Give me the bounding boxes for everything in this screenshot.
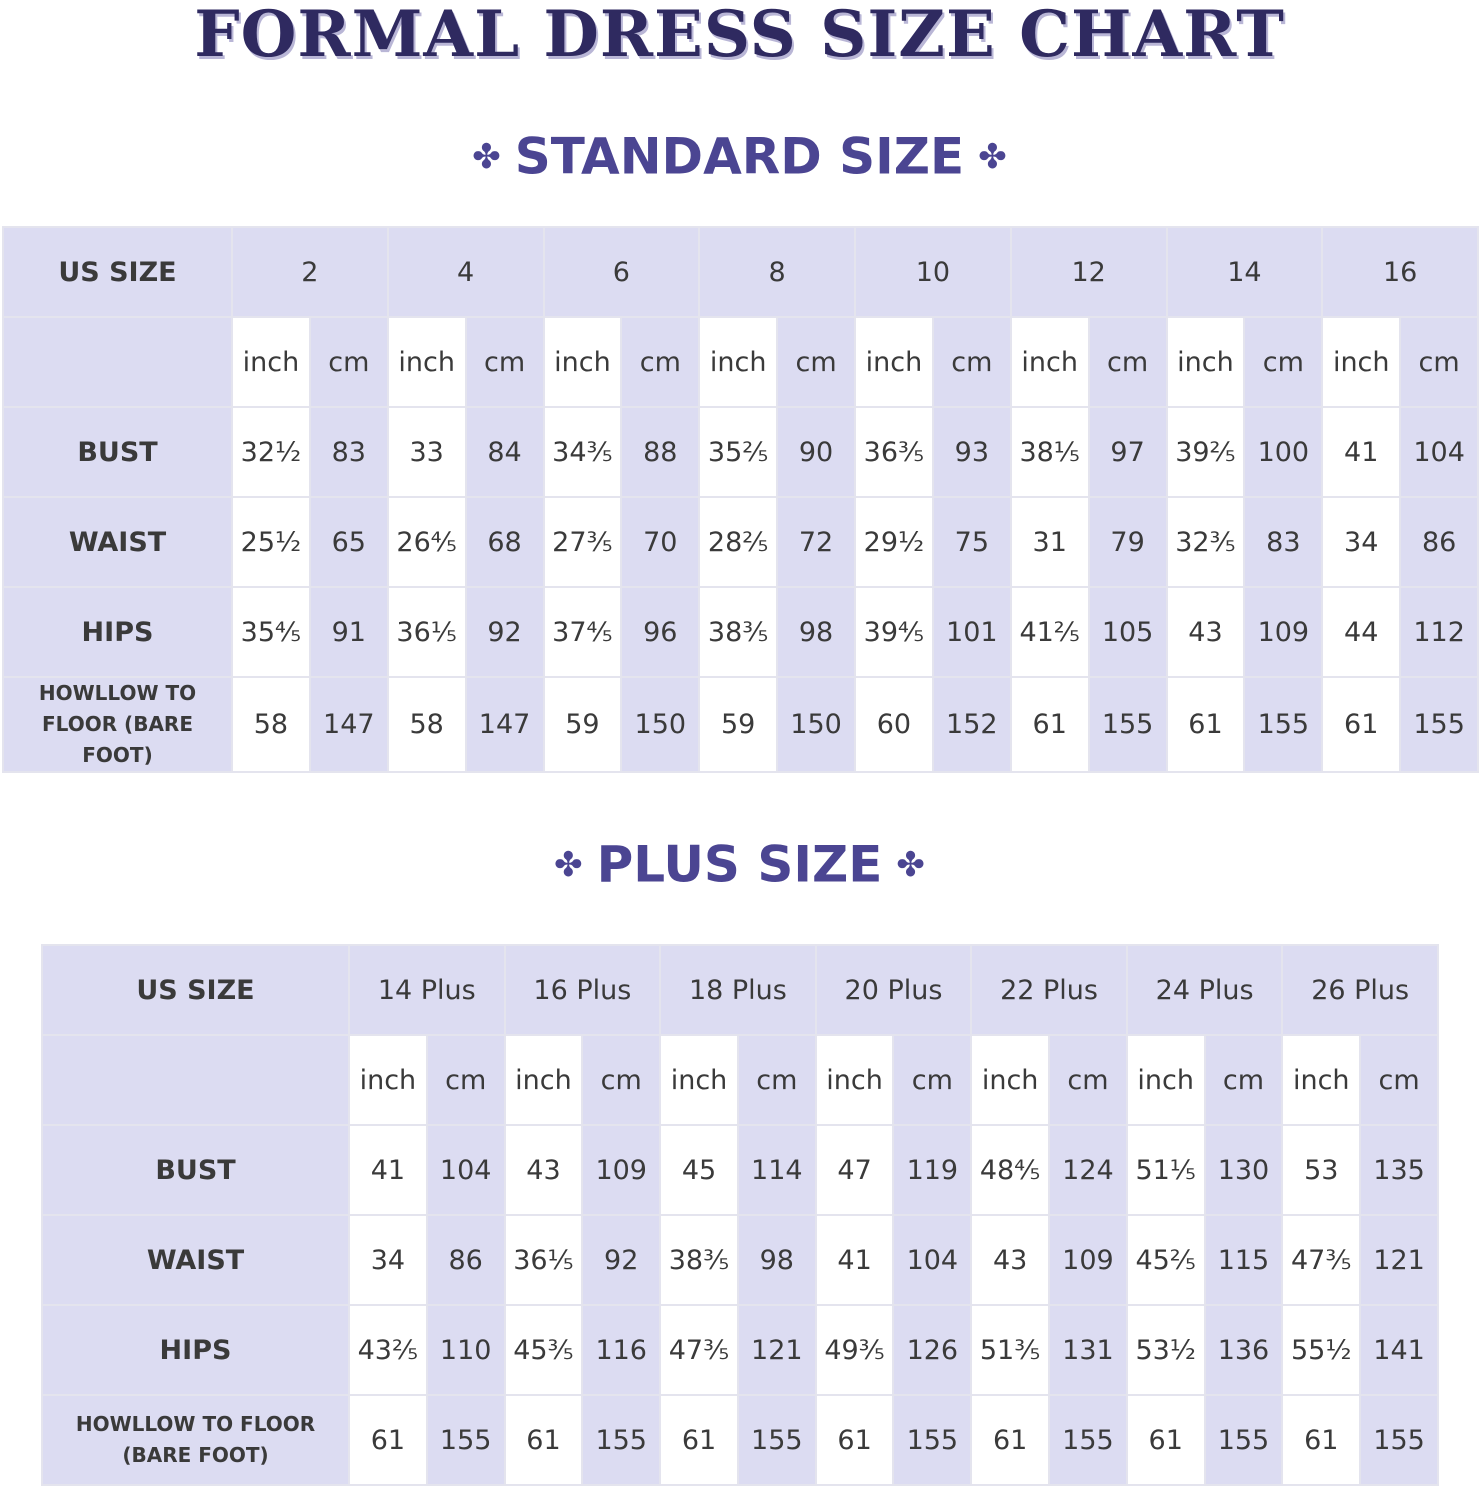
inch-value: 61: [816, 1395, 894, 1485]
unit-header-blank: [42, 1035, 349, 1125]
clover-ornament-icon: ✤: [896, 844, 925, 885]
unit-inch-header: inch: [1282, 1035, 1360, 1125]
inch-value: 33: [388, 407, 466, 497]
inch-value: 43: [505, 1125, 583, 1215]
unit-inch-header: inch: [971, 1035, 1049, 1125]
measurement-label: WAIST: [42, 1215, 349, 1305]
cm-value: 88: [621, 407, 699, 497]
inch-value: 41: [816, 1215, 894, 1305]
inch-value: 39⅖: [1167, 407, 1245, 497]
cm-value: 83: [1244, 497, 1322, 587]
cm-value: 119: [893, 1125, 971, 1215]
unit-cm-header: cm: [933, 317, 1011, 407]
size-header-row: [42, 945, 1438, 1035]
measurement-row-hips: [42, 1305, 1438, 1395]
size-header-1: 16 Plus: [505, 945, 661, 1035]
unit-inch-header: inch: [1011, 317, 1089, 407]
cm-value: 68: [466, 497, 544, 587]
cm-value: 72: [777, 497, 855, 587]
inch-value: 27⅗: [544, 497, 622, 587]
unit-cm-header: cm: [621, 317, 699, 407]
cm-value: 150: [777, 677, 855, 772]
unit-inch-header: inch: [505, 1035, 583, 1125]
inch-value: 38⅗: [660, 1215, 738, 1305]
inch-value: 61: [660, 1395, 738, 1485]
unit-header-row: [42, 1035, 1438, 1125]
unit-header-blank: [3, 317, 232, 407]
page-title: FORMAL DRESS SIZE CHART: [194, 0, 1285, 72]
cm-value: 155: [1089, 677, 1167, 772]
measurement-row-bust: [42, 1125, 1438, 1215]
unit-inch-header: inch: [544, 317, 622, 407]
cm-value: 91: [310, 587, 388, 677]
measurement-label: HOWLLOW TO FLOOR (BARE FOOT): [42, 1395, 349, 1485]
unit-inch-header: inch: [1167, 317, 1245, 407]
unit-cm-header: cm: [1089, 317, 1167, 407]
clover-ornament-icon: ✤: [472, 136, 501, 177]
inch-value: 32½: [232, 407, 310, 497]
inch-value: 38⅗: [699, 587, 777, 677]
cm-value: 121: [1360, 1215, 1438, 1305]
inch-value: 45: [660, 1125, 738, 1215]
size-header-4: 10: [855, 227, 1011, 317]
inch-value: 61: [349, 1395, 427, 1485]
unit-cm-header: cm: [1205, 1035, 1283, 1125]
measurement-row-waist: [42, 1215, 1438, 1305]
inch-value: 47⅗: [1282, 1215, 1360, 1305]
inch-value: 34: [1322, 497, 1400, 587]
inch-value: 34⅗: [544, 407, 622, 497]
inch-value: 58: [388, 677, 466, 772]
inch-value: 49⅗: [816, 1305, 894, 1395]
cm-value: 83: [310, 407, 388, 497]
unit-inch-header: inch: [660, 1035, 738, 1125]
cm-value: 86: [427, 1215, 505, 1305]
cm-value: 109: [1049, 1215, 1127, 1305]
cm-value: 150: [621, 677, 699, 772]
cm-value: 105: [1089, 587, 1167, 677]
cm-value: 109: [1244, 587, 1322, 677]
inch-value: 41⅖: [1011, 587, 1089, 677]
cm-value: 155: [1244, 677, 1322, 772]
inch-value: 35⅖: [699, 407, 777, 497]
inch-value: 43⅖: [349, 1305, 427, 1395]
cm-value: 126: [893, 1305, 971, 1395]
unit-inch-header: inch: [855, 317, 933, 407]
inch-value: 41: [1322, 407, 1400, 497]
inch-value: 38⅕: [1011, 407, 1089, 497]
unit-cm-header: cm: [1049, 1035, 1127, 1125]
cm-value: 92: [582, 1215, 660, 1305]
inch-value: 58: [232, 677, 310, 772]
cm-value: 97: [1089, 407, 1167, 497]
cm-value: 124: [1049, 1125, 1127, 1215]
cm-value: 155: [582, 1395, 660, 1485]
inch-value: 59: [699, 677, 777, 772]
size-header-3: 8: [699, 227, 855, 317]
clover-ornament-icon: ✤: [978, 136, 1007, 177]
inch-value: 47: [816, 1125, 894, 1215]
cm-value: 114: [738, 1125, 816, 1215]
cm-value: 65: [310, 497, 388, 587]
inch-value: 31: [1011, 497, 1089, 587]
inch-value: 36⅕: [505, 1215, 583, 1305]
size-header-5: 12: [1011, 227, 1167, 317]
cm-value: 79: [1089, 497, 1167, 587]
plus-size-heading: [0, 826, 1479, 896]
unit-cm-header: cm: [1400, 317, 1478, 407]
inch-value: 44: [1322, 587, 1400, 677]
cm-value: 155: [738, 1395, 816, 1485]
cm-value: 152: [933, 677, 1011, 772]
size-header-2: 6: [544, 227, 700, 317]
unit-cm-header: cm: [738, 1035, 816, 1125]
standard-heading-text: STANDARD SIZE: [514, 127, 965, 186]
cm-value: 147: [466, 677, 544, 772]
cm-value: 100: [1244, 407, 1322, 497]
measurement-row-waist: [3, 497, 1478, 587]
inch-value: 51⅗: [971, 1305, 1049, 1395]
cm-value: 70: [621, 497, 699, 587]
measurement-label: HIPS: [3, 587, 232, 677]
unit-inch-header: inch: [388, 317, 466, 407]
cm-value: 104: [893, 1215, 971, 1305]
cm-value: 155: [1049, 1395, 1127, 1485]
clover-ornament-icon: ✤: [554, 844, 583, 885]
cm-value: 121: [738, 1305, 816, 1395]
inch-value: 36⅕: [388, 587, 466, 677]
cm-value: 116: [582, 1305, 660, 1395]
inch-value: 61: [1167, 677, 1245, 772]
inch-value: 28⅖: [699, 497, 777, 587]
inch-value: 61: [1282, 1395, 1360, 1485]
cm-value: 90: [777, 407, 855, 497]
cm-value: 136: [1205, 1305, 1283, 1395]
unit-cm-header: cm: [1360, 1035, 1438, 1125]
inch-value: 61: [1127, 1395, 1205, 1485]
unit-inch-header: inch: [1322, 317, 1400, 407]
inch-value: 53: [1282, 1125, 1360, 1215]
cm-value: 86: [1400, 497, 1478, 587]
unit-cm-header: cm: [582, 1035, 660, 1125]
inch-value: 32⅗: [1167, 497, 1245, 587]
unit-cm-header: cm: [310, 317, 388, 407]
inch-value: 37⅘: [544, 587, 622, 677]
unit-header-row: [3, 317, 1478, 407]
inch-value: 25½: [232, 497, 310, 587]
standard-size-table: [2, 226, 1479, 773]
cm-value: 96: [621, 587, 699, 677]
cm-value: 155: [1205, 1395, 1283, 1485]
plus-size-table: [41, 944, 1439, 1486]
inch-value: 41: [349, 1125, 427, 1215]
cm-value: 115: [1205, 1215, 1283, 1305]
size-header-0: 2: [232, 227, 388, 317]
measurement-label: BUST: [3, 407, 232, 497]
cm-value: 155: [427, 1395, 505, 1485]
cm-value: 104: [1400, 407, 1478, 497]
size-header-5: 24 Plus: [1127, 945, 1283, 1035]
inch-value: 61: [1322, 677, 1400, 772]
cm-value: 112: [1400, 587, 1478, 677]
cm-value: 155: [1360, 1395, 1438, 1485]
inch-value: 26⅘: [388, 497, 466, 587]
size-header-1: 4: [388, 227, 544, 317]
measurement-row-howllow: [3, 677, 1478, 772]
inch-value: 60: [855, 677, 933, 772]
cm-value: 104: [427, 1125, 505, 1215]
inch-value: 45⅗: [505, 1305, 583, 1395]
size-header-3: 20 Plus: [816, 945, 972, 1035]
cm-value: 75: [933, 497, 1011, 587]
cm-value: 131: [1049, 1305, 1127, 1395]
measurement-label: HIPS: [42, 1305, 349, 1395]
measurement-label: HOWLLOW TO FLOOR (BARE FOOT): [3, 677, 232, 772]
measurement-row-hips: [3, 587, 1478, 677]
unit-cm-header: cm: [466, 317, 544, 407]
cm-value: 109: [582, 1125, 660, 1215]
size-header-0: 14 Plus: [349, 945, 505, 1035]
inch-value: 47⅗: [660, 1305, 738, 1395]
inch-value: 43: [1167, 587, 1245, 677]
inch-value: 55½: [1282, 1305, 1360, 1395]
inch-value: 61: [505, 1395, 583, 1485]
us-size-label: US SIZE: [3, 227, 232, 317]
cm-value: 98: [738, 1215, 816, 1305]
cm-value: 93: [933, 407, 1011, 497]
inch-value: 35⅘: [232, 587, 310, 677]
cm-value: 84: [466, 407, 544, 497]
unit-inch-header: inch: [232, 317, 310, 407]
inch-value: 48⅘: [971, 1125, 1049, 1215]
unit-inch-header: inch: [1127, 1035, 1205, 1125]
unit-cm-header: cm: [893, 1035, 971, 1125]
unit-inch-header: inch: [349, 1035, 427, 1125]
cm-value: 98: [777, 587, 855, 677]
inch-value: 45⅖: [1127, 1215, 1205, 1305]
inch-value: 53½: [1127, 1305, 1205, 1395]
cm-value: 147: [310, 677, 388, 772]
unit-cm-header: cm: [777, 317, 855, 407]
size-header-6: 26 Plus: [1282, 945, 1438, 1035]
cm-value: 110: [427, 1305, 505, 1395]
inch-value: 36⅗: [855, 407, 933, 497]
cm-value: 130: [1205, 1125, 1283, 1215]
inch-value: 51⅕: [1127, 1125, 1205, 1215]
cm-value: 101: [933, 587, 1011, 677]
unit-cm-header: cm: [427, 1035, 505, 1125]
measurement-row-bust: [3, 407, 1478, 497]
measurement-label: WAIST: [3, 497, 232, 587]
plus-heading-text: PLUS SIZE: [596, 835, 883, 894]
inch-value: 39⅘: [855, 587, 933, 677]
measurement-label: BUST: [42, 1125, 349, 1215]
size-header-2: 18 Plus: [660, 945, 816, 1035]
size-header-4: 22 Plus: [971, 945, 1127, 1035]
standard-size-heading: [0, 118, 1479, 188]
cm-value: 155: [893, 1395, 971, 1485]
cm-value: 92: [466, 587, 544, 677]
size-header-7: 16: [1322, 227, 1478, 317]
size-header-row: [3, 227, 1478, 317]
inch-value: 61: [971, 1395, 1049, 1485]
unit-inch-header: inch: [816, 1035, 894, 1125]
cm-value: 155: [1400, 677, 1478, 772]
unit-inch-header: inch: [699, 317, 777, 407]
cm-value: 135: [1360, 1125, 1438, 1215]
inch-value: 29½: [855, 497, 933, 587]
measurement-row-howllow: [42, 1395, 1438, 1485]
inch-value: 61: [1011, 677, 1089, 772]
inch-value: 43: [971, 1215, 1049, 1305]
unit-cm-header: cm: [1244, 317, 1322, 407]
size-header-6: 14: [1167, 227, 1323, 317]
us-size-label: US SIZE: [42, 945, 349, 1035]
inch-value: 34: [349, 1215, 427, 1305]
cm-value: 141: [1360, 1305, 1438, 1395]
inch-value: 59: [544, 677, 622, 772]
